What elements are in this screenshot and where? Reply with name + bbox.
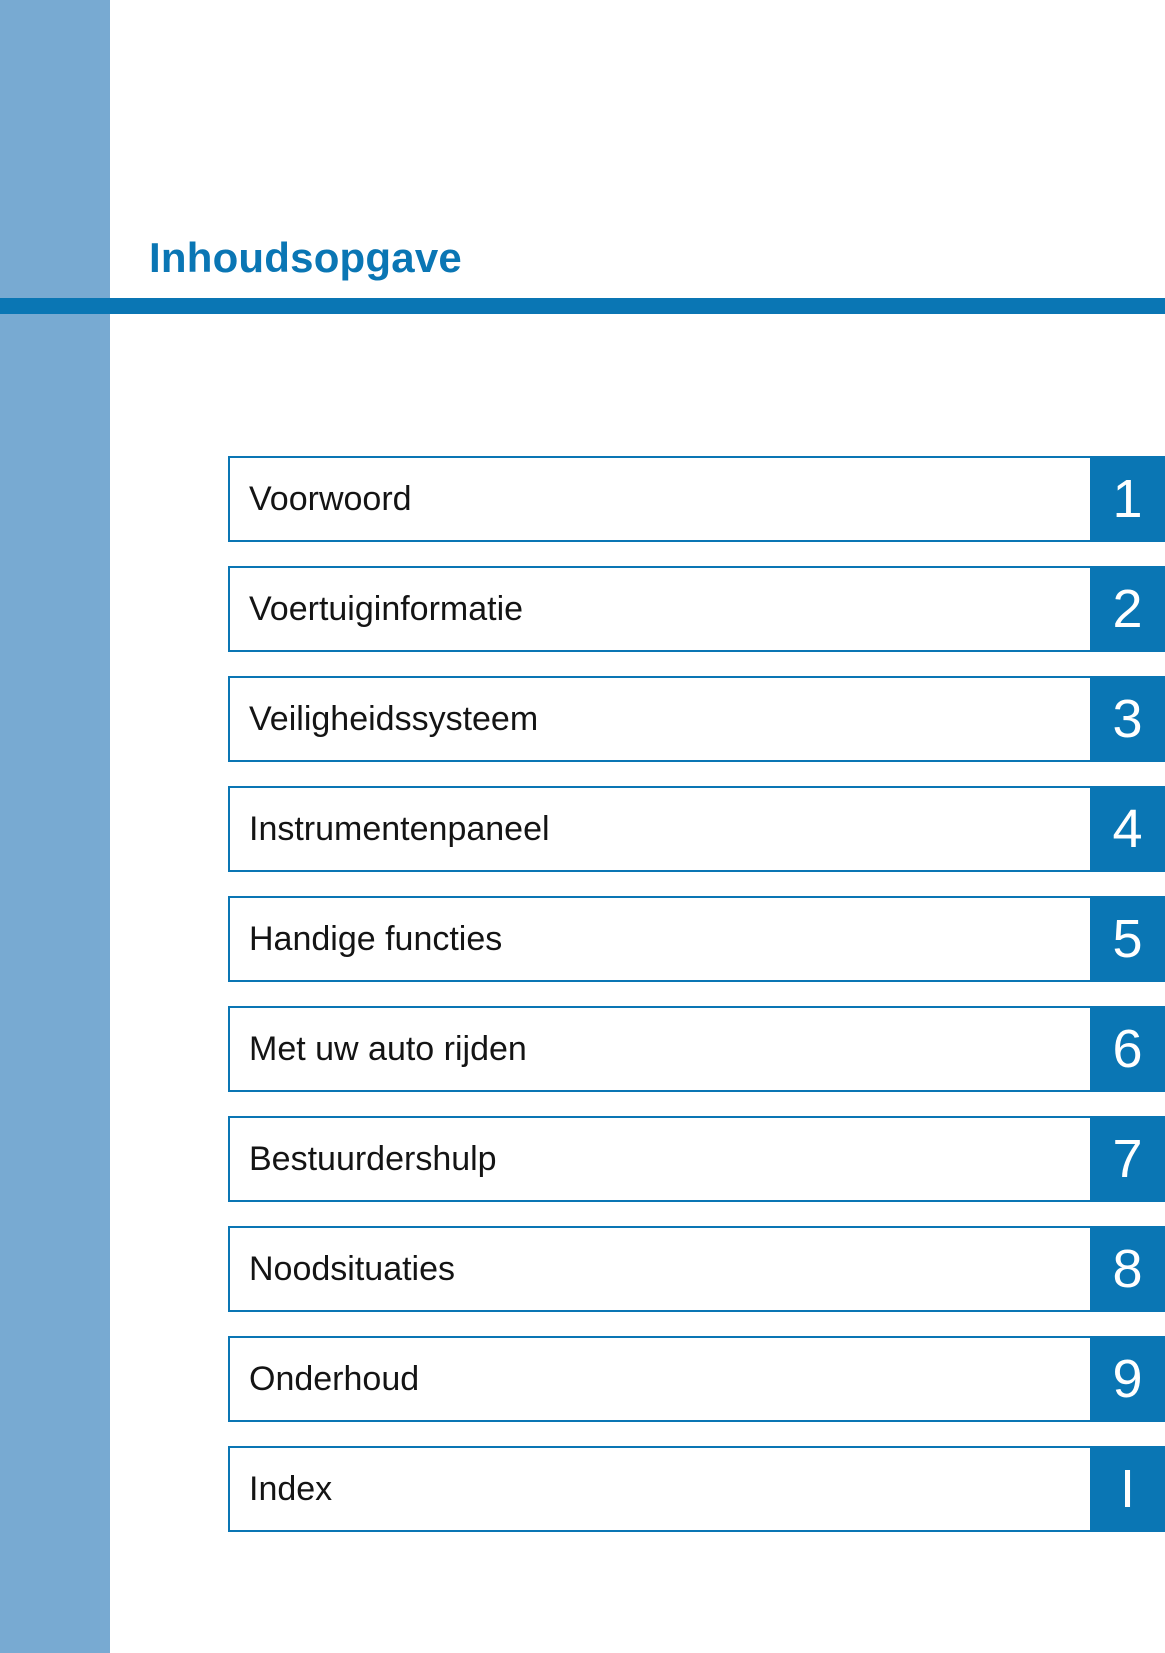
- toc-item-label: Index: [249, 1469, 333, 1508]
- toc-item-label: Noodsituaties: [249, 1249, 456, 1288]
- toc-item-label-box: [228, 676, 1090, 762]
- chapter-number: 3: [1112, 689, 1143, 749]
- chapter-number-tab: [1090, 1006, 1165, 1092]
- toc-item-label: Voorwoord: [249, 479, 412, 518]
- toc-item-label: Instrumentenpaneel: [249, 809, 550, 848]
- toc-item-voertuiginformatie[interactable]: [228, 566, 1165, 652]
- chapter-number: 5: [1112, 909, 1143, 969]
- side-color-band: [0, 0, 110, 1653]
- toc-item-onderhoud[interactable]: [228, 1336, 1165, 1422]
- page-title: Inhoudsopgave: [149, 234, 462, 281]
- toc-item-label-box: [228, 1006, 1090, 1092]
- toc-item-label-box: [228, 1336, 1090, 1422]
- toc-item-handige-functies[interactable]: [228, 896, 1165, 982]
- chapter-number: 8: [1112, 1239, 1143, 1299]
- toc-item-label: Handige functies: [249, 919, 503, 958]
- toc-item-label-box: [228, 1446, 1090, 1532]
- chapter-number: 4: [1112, 799, 1143, 859]
- chapter-number-tab: [1090, 1336, 1165, 1422]
- chapter-number: 2: [1112, 579, 1143, 639]
- toc-item-label-box: [228, 1116, 1090, 1202]
- toc-item-index[interactable]: [228, 1446, 1165, 1532]
- toc-item-label-box: [228, 1226, 1090, 1312]
- table-of-contents: [228, 456, 1165, 1532]
- toc-item-label-box: [228, 896, 1090, 982]
- toc-item-label: Veiligheidssysteem: [249, 699, 539, 738]
- chapter-number-tab: [1090, 566, 1165, 652]
- chapter-number: 1: [1112, 469, 1143, 529]
- chapter-number-tab: [1090, 896, 1165, 982]
- chapter-number-tab: [1090, 676, 1165, 762]
- chapter-number: I: [1119, 1459, 1135, 1519]
- toc-item-voorwoord[interactable]: [228, 456, 1165, 542]
- chapter-number: 6: [1112, 1019, 1143, 1079]
- chapter-number-tab: [1090, 1116, 1165, 1202]
- title-divider: [0, 298, 1165, 314]
- chapter-number-tab: [1090, 1226, 1165, 1312]
- chapter-number-tab: [1090, 1446, 1165, 1532]
- toc-item-met-uw-auto-rijden[interactable]: [228, 1006, 1165, 1092]
- chapter-number: 9: [1112, 1349, 1143, 1409]
- toc-item-label: Voertuiginformatie: [249, 589, 524, 628]
- chapter-number-tab: [1090, 786, 1165, 872]
- chapter-number-tab: [1090, 456, 1165, 542]
- toc-item-label-box: [228, 786, 1090, 872]
- toc-item-label: Met uw auto rijden: [249, 1029, 527, 1068]
- toc-item-label-box: [228, 456, 1090, 542]
- toc-item-noodsituaties[interactable]: [228, 1226, 1165, 1312]
- toc-item-bestuurdershulp[interactable]: [228, 1116, 1165, 1202]
- toc-item-instrumentenpaneel[interactable]: [228, 786, 1165, 872]
- toc-item-label: Onderhoud: [249, 1359, 420, 1398]
- toc-item-label: Bestuurdershulp: [249, 1139, 497, 1178]
- chapter-number: 7: [1112, 1129, 1143, 1189]
- toc-item-label-box: [228, 566, 1090, 652]
- toc-item-veiligheidssysteem[interactable]: [228, 676, 1165, 762]
